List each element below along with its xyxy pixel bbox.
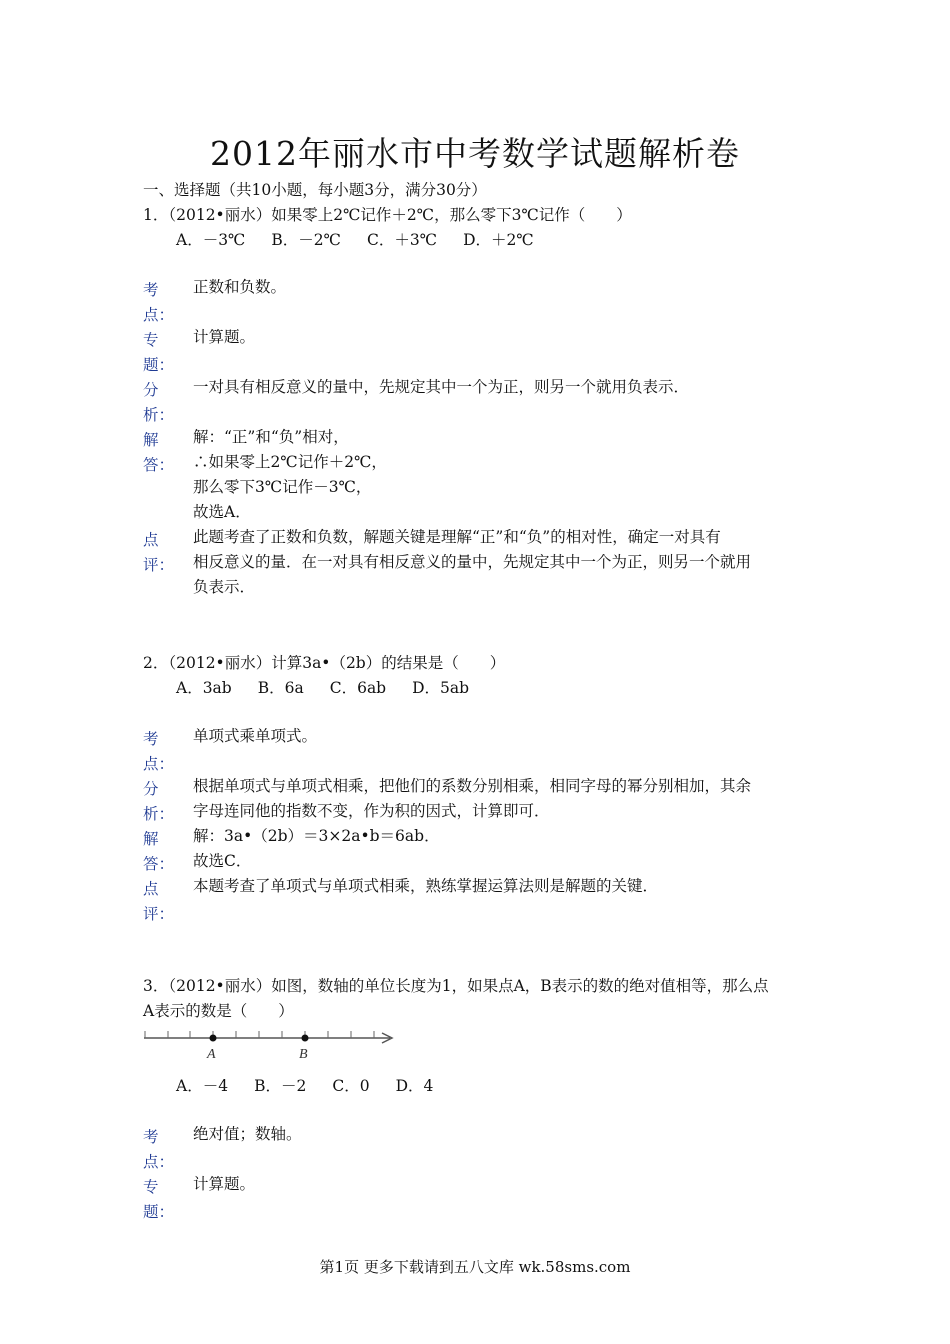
q2-dianping: 本题考查了单项式与单项式相乘，熟练掌握运算法则是解题的关键． [193, 877, 659, 895]
point-a-label: A [207, 1047, 216, 1062]
page-title: 2012年丽水市中考数学试题解析卷 [210, 134, 740, 173]
label-kao: 考 [143, 730, 159, 748]
label-dian: 点 [143, 880, 159, 898]
q1-options [176, 228, 560, 250]
label-dian: 点 [143, 531, 159, 549]
label-da: 答： [143, 855, 175, 873]
q1-stem: 1．（2012•丽水）如果零上2℃记作＋2℃，那么零下3℃记作（ ） [143, 206, 632, 224]
label-dian: 点： [143, 755, 175, 773]
q2-fenxi-line: 字母连同他的指数不变，作为积的因式，计算即可． [193, 802, 550, 820]
q2-fenxi-line: 根据单项式与单项式相乘，把他们的系数分别相乘，相同字母的幂分别相加，其余 [193, 777, 752, 795]
q1-option-a: A．－3℃ [176, 231, 246, 249]
number-line-figure [140, 1026, 400, 1066]
q1-jieda-line: 解：“正”和“负”相对， [193, 428, 349, 446]
label-ti: 题： [143, 1203, 175, 1221]
q2-kaodian: 单项式乘单项式。 [193, 727, 318, 745]
q1-jieda-line: ∴如果零上2℃记作＋2℃， [193, 453, 387, 471]
q2-option-c: C．6ab [329, 679, 387, 697]
label-jie: 解 [143, 431, 159, 449]
q3-option-d: D．4 [395, 1077, 434, 1095]
label-dian: 点： [143, 306, 175, 324]
q1-dianping [193, 525, 808, 600]
q3-zhuanti: 计算题。 [193, 1175, 256, 1193]
point-b-dot [302, 1035, 309, 1042]
q3-option-a: A．－4 [176, 1077, 229, 1095]
label-fen: 分 [143, 780, 159, 798]
q1-option-b: B．－2℃ [271, 231, 341, 249]
q2-option-a: A．3ab [176, 679, 232, 697]
label-ping: 评： [143, 556, 175, 574]
label-zhuan: 专 [143, 1178, 159, 1196]
q3-option-c: C．0 [332, 1077, 370, 1095]
q1-zhuanti: 计算题。 [193, 328, 256, 346]
q2-jieda-line: 故选C． [193, 852, 252, 870]
q1-dianping-line: 此题考查了正数和负数，解题关键是理解“正”和“负”的相对性，确定一对具有 [193, 528, 721, 546]
q2-options [176, 676, 495, 698]
q3-stem-cont: A表示的数是（ ） [143, 1002, 294, 1020]
number-line-ticks [145, 1031, 374, 1038]
q1-jieda-line: 那么零下3℃记作－3℃， [193, 478, 372, 496]
q2-stem: 2．（2012•丽水）计算3a•（2b）的结果是（ ） [143, 654, 506, 672]
label-ti: 题： [143, 356, 175, 374]
q2-jieda [193, 824, 808, 874]
page-footer: 第1页 更多下载请到五八文库 wk.58sms.com [319, 1258, 631, 1276]
label-jie: 解 [143, 830, 159, 848]
q1-dianping-line: 负表示． [193, 578, 256, 596]
q3-option-b: B．－2 [254, 1077, 307, 1095]
point-b-label: B [299, 1047, 308, 1062]
label-ping: 评： [143, 905, 175, 923]
label-fen: 分 [143, 381, 159, 399]
q1-fenxi: 一对具有相反意义的量中，先规定其中一个为正，则另一个就用负表示． [193, 378, 690, 396]
q2-fenxi [193, 774, 808, 824]
label-kao: 考 [143, 1128, 159, 1146]
q3-stem: 3．（2012•丽水）如图，数轴的单位长度为1，如果点A，B表示的数的绝对值相等，那么点 [143, 977, 769, 995]
q1-jieda [193, 425, 808, 525]
q1-option-c: C．＋3℃ [367, 231, 438, 249]
q3-options [176, 1074, 459, 1096]
label-xi: 析： [143, 805, 175, 823]
q1-jieda-line: 故选A． [193, 503, 251, 521]
label-kao: 考 [143, 281, 159, 299]
label-xi: 析： [143, 406, 175, 424]
q1-kaodian: 正数和负数。 [193, 278, 287, 296]
q2-option-b: B．6a [257, 679, 304, 697]
label-zhuan: 专 [143, 331, 159, 349]
q1-option-d: D．＋2℃ [463, 231, 534, 249]
q2-option-d: D．5ab [412, 679, 470, 697]
q1-dianping-line: 相反意义的量．在一对具有相反意义的量中，先规定其中一个为正，则另一个就用 [193, 553, 752, 571]
point-a-dot [210, 1035, 217, 1042]
q3-kaodian: 绝对值；数轴。 [193, 1125, 302, 1143]
q2-jieda-line: 解：3a•（2b）＝3×2a•b＝6ab． [193, 827, 440, 845]
section-heading: 一、选择题（共10小题，每小题3分，满分30分） [143, 181, 487, 199]
label-dian: 点： [143, 1153, 175, 1171]
label-da: 答： [143, 456, 175, 474]
